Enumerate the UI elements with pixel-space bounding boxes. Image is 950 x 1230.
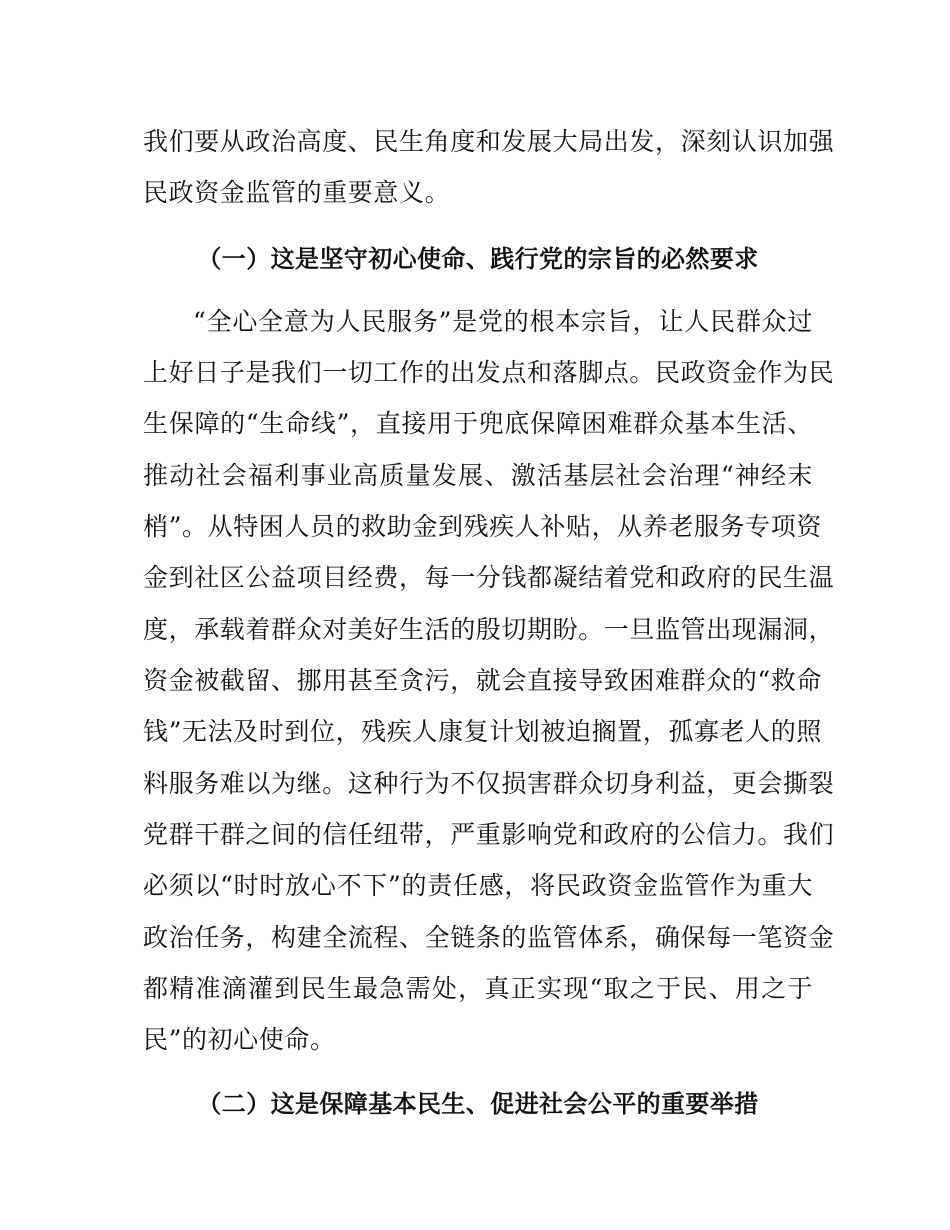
paragraph-line: 度，承载着群众对美好生活的殷切期盼。一旦监管出现漏洞， [143, 615, 835, 644]
paragraph-line: 料服务难以为继。这种行为不仅损害群众切身利益，更会撕裂 [143, 769, 835, 798]
paragraph-line: 民”的初心使命。 [143, 1025, 336, 1054]
paragraph-line: 生保障的“生命线”，直接用于兜底保障困难群众基本生活、 [143, 409, 813, 438]
paragraph-line: 党群干群之间的信任纽带，严重影响党和政府的公信力。我们 [143, 820, 835, 849]
paragraph-line: 政治任务，构建全流程、全链条的监管体系，确保每一笔资金 [143, 923, 835, 952]
paragraph-line: 都精准滴灌到民生最急需处，真正实现“取之于民、用之于 [143, 974, 813, 1003]
paragraph-line: 资金被截留、挪用甚至贪污，就会直接导致困难群众的“救命 [143, 666, 822, 695]
section-heading-2: （二）这是保障基本民生、促进社会公平的重要举措 [197, 1090, 759, 1118]
paragraph-line: 上好日子是我们一切工作的出发点和落脚点。民政资金作为民 [143, 358, 835, 387]
paragraph-line: 梢”。从特困人员的救助金到残疾人补贴，从养老服务专项资 [143, 512, 822, 541]
paragraph-line: “全心全意为人民服务”是党的根本宗旨，让人民群众过 [193, 307, 813, 336]
paragraph-line: 我们要从政治高度、民生角度和发展大局出发，深刻认识加强 [143, 127, 835, 156]
paragraph-line: 钱”无法及时到位，残疾人康复计划被迫搁置，孤寡老人的照 [143, 717, 822, 746]
paragraph-line: 必须以“时时放心不下”的责任感，将民政资金监管作为重大 [143, 871, 813, 900]
paragraph-line: 金到社区公益项目经费，每一分钱都凝结着党和政府的民生温 [143, 563, 835, 592]
section-heading-1: （一）这是坚守初心使命、践行党的宗旨的必然要求 [197, 245, 759, 273]
paragraph-line: 推动社会福利事业高质量发展、激活基层社会治理“神经末 [143, 461, 813, 490]
paragraph-line: 民政资金监管的重要意义。 [143, 178, 451, 207]
